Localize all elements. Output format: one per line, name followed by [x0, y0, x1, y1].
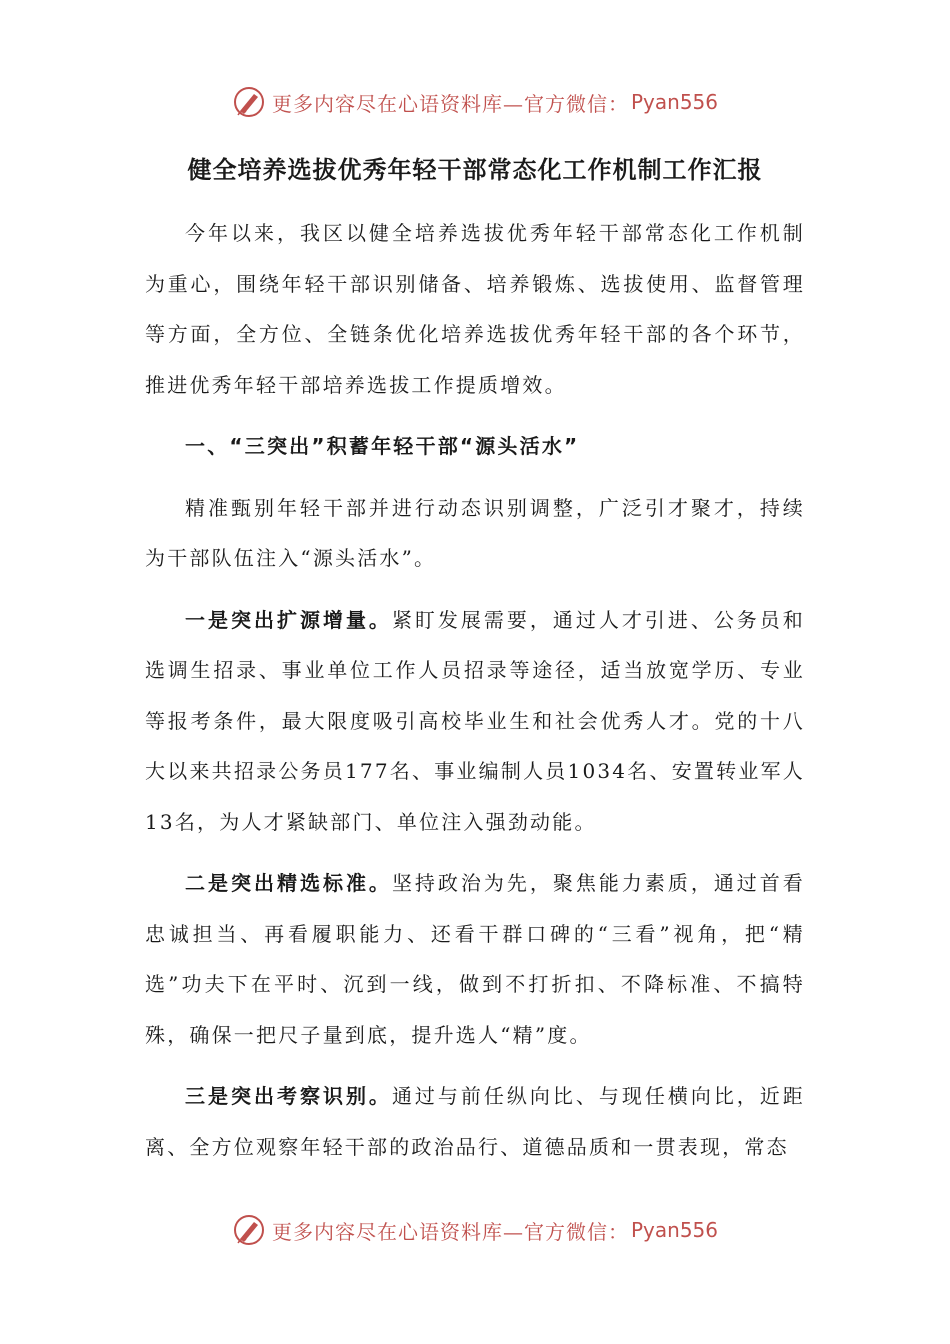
document-title: 健全培养选拔优秀年轻干部常态化工作机制工作汇报 — [187, 156, 763, 184]
pen-logo-icon — [232, 1213, 266, 1247]
pen-logo-icon — [232, 85, 266, 119]
footer-banner — [0, 1210, 950, 1250]
point-1-lead: 一是突出扩源增量。 — [185, 607, 392, 632]
point-3-paragraph — [145, 1071, 805, 1172]
point-1-body: 紧盯发展需要，通过人才引进、公务员和选调生招录、事业单位工作人员招录等途径，适当放宽学历、专业等报考条件，最大限度吸引高校毕业生和社会优秀人才。党的十八大以来共招录公务员177名、事业编制人员1034名、安置转业军人13名，为人才紧缺部门、单位注入强劲动能。 — [145, 607, 805, 834]
intro-paragraph: 今年以来，我区以健全培养选拔优秀年轻干部常态化工作机制为重心，围绕年轻干部识别储备、培养锻炼、选拔使用、监督管理等方面，全方位、全链条优化培养选拔优秀年轻干部的各个环节，推进优秀年轻干部培养选拔工作提质增效。 — [145, 221, 805, 397]
section-1-heading: 一、“三突出”积蓄年轻干部“源头活水” — [185, 434, 580, 458]
header-banner — [0, 82, 950, 122]
point-2-paragraph — [145, 858, 805, 1060]
banner-wechat-id: Pyan556 — [630, 1218, 718, 1242]
banner-text: 更多内容尽在心语资料库—官方微信： — [271, 91, 629, 116]
point-1-paragraph — [145, 595, 805, 848]
point-3-lead: 三是突出考察识别。 — [185, 1084, 392, 1108]
banner-text: 更多内容尽在心语资料库—官方微信： — [271, 1219, 629, 1244]
document-body — [145, 208, 805, 1183]
point-3-body: 通过与前任纵向比、与现任横向比，近距离、全方位观察年轻干部的政治品行、道德品质和一贯表现，常态 — [145, 1084, 805, 1159]
banner-wechat-id: Pyan556 — [630, 90, 718, 114]
point-2-body: 坚持政治为先，聚焦能力素质，通过首看忠诚担当、再看履职能力、还看干群口碑的“三看”视角，把“精选”功夫下在平时、沉到一线，做到不打折扣、不降标准、不搞特殊，确保一把尺子量到底，提升选人“精”度。 — [145, 871, 805, 1047]
point-2-lead: 二是突出精选标准。 — [185, 871, 392, 895]
section-1-intro: 精准甄别年轻干部并进行动态识别调整，广泛引才聚才，持续为干部队伍注入“源头活水”。 — [145, 495, 805, 570]
